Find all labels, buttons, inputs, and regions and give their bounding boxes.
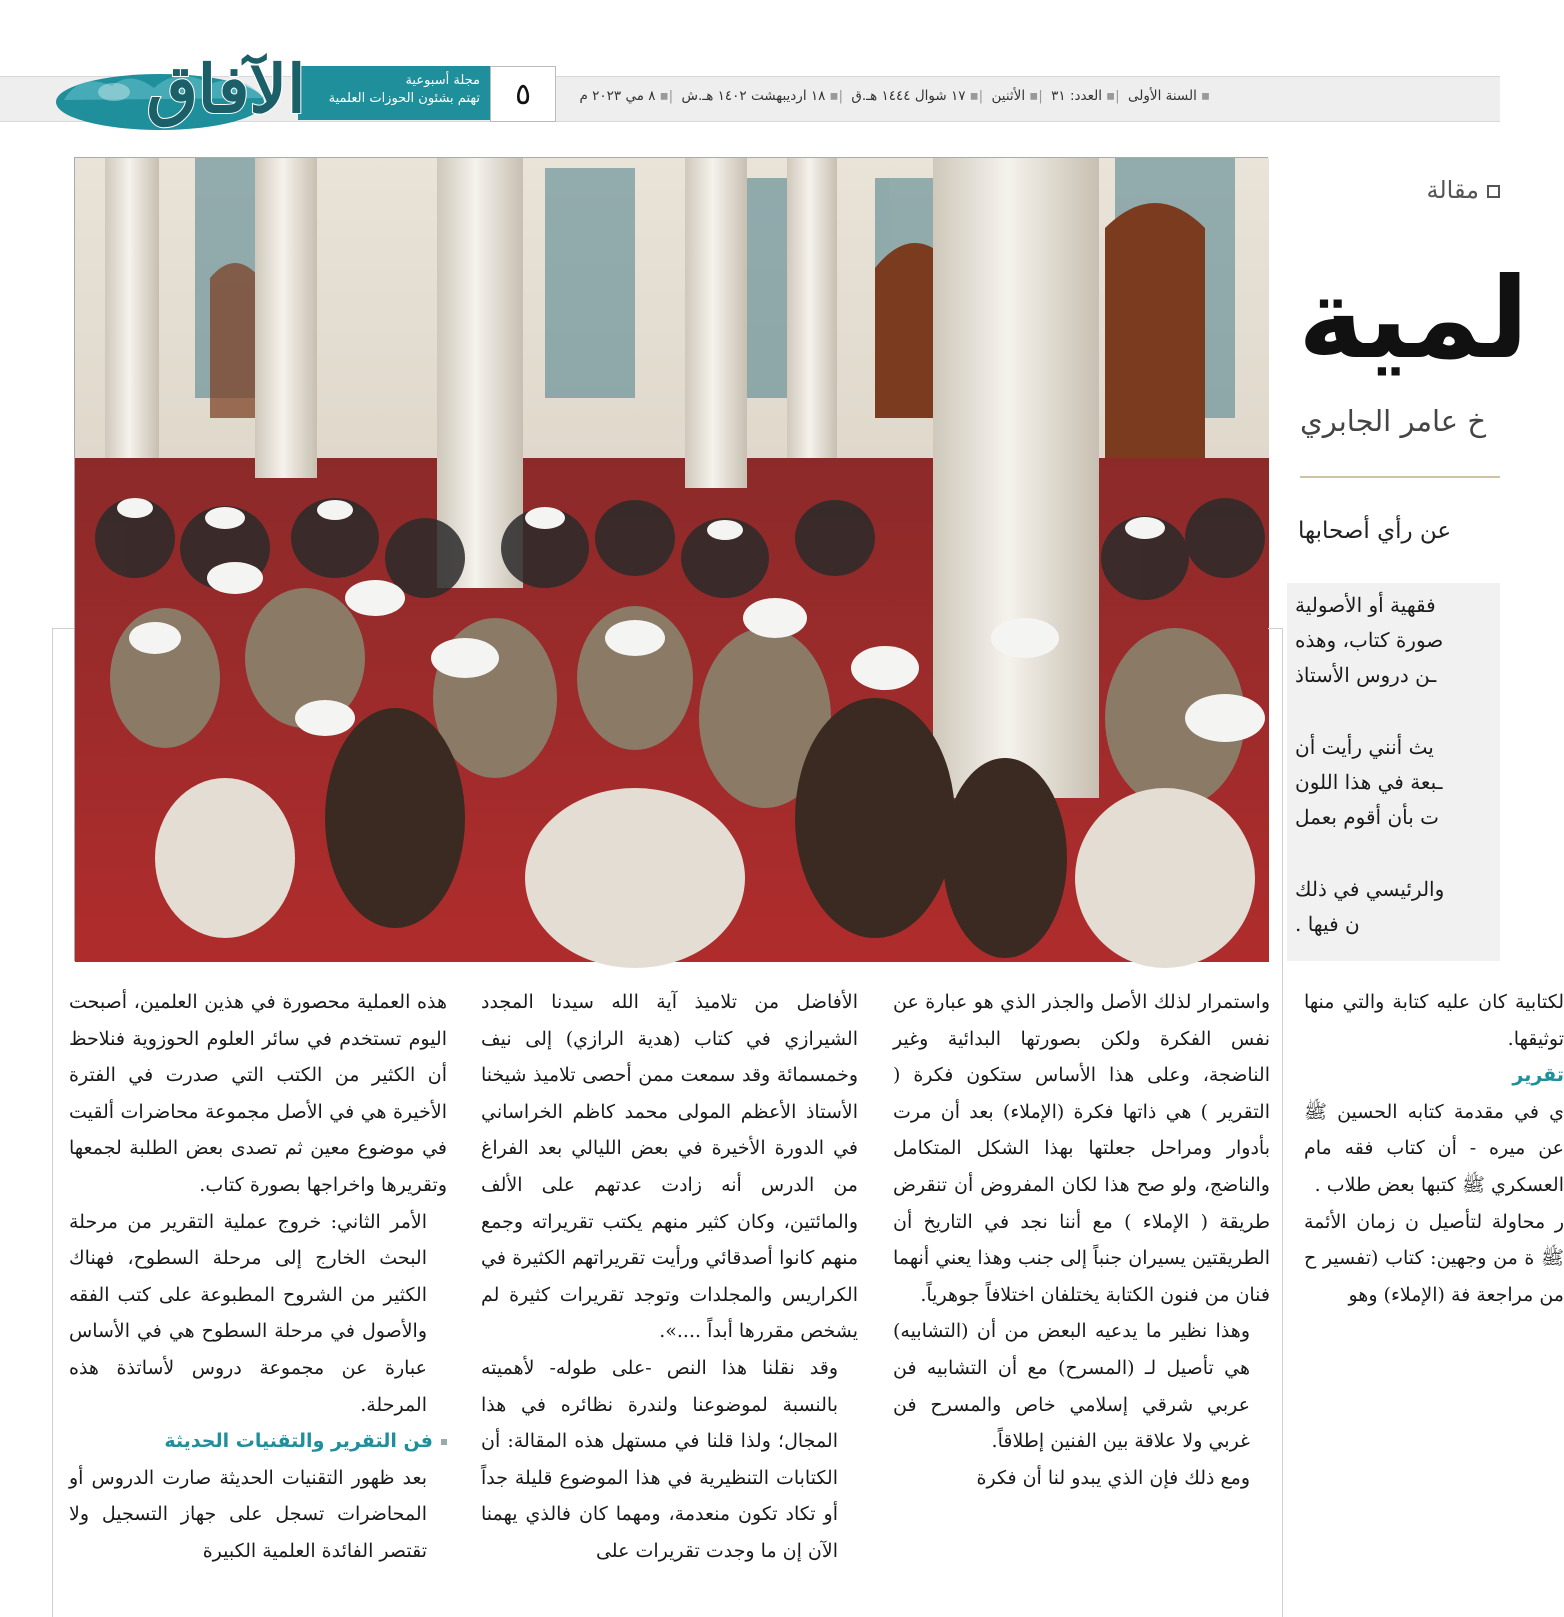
article-column-1 — [1304, 984, 1564, 1313]
paragraph: هذه العملية محصورة في هذين العلمين، أصبحت اليوم تستخدم في سائر العلوم الحوزوية فنلاحظ أن الكثير من الكتب التي صدرت في الفترة الأخيرة هي في الأصل مجموعة محاضرات ألقيت في موضوع معين ثم تصدى بعض الطلبة لجمعها وتقريرها واخراجها بصورة كتاب. — [69, 991, 447, 1196]
frame-line — [1268, 628, 1283, 629]
section-label — [1334, 176, 1500, 204]
issue-year: السنة الأولى — [1127, 88, 1197, 104]
paragraph: لكتابية كان عليه كتابة والتي منها توثيقها. — [1304, 991, 1564, 1050]
page-number: ٥ — [490, 66, 556, 122]
intro-line: يث أنني رأيت أن — [1295, 735, 1434, 759]
paragraph: وقد نقلنا هذا النص -على طوله- لأهميته بالنسبة لموضوعنا ولندرة نظائره في هذا المجال؛ ولذا قلنا في مستهل هذه المقالة: أن الكتابات التنظيرية في هذا الموضوع قليلة جداً أو تكاد تكون منعدمة، ومهما كان فالذي يهمنا الآن إن ما وجدت تقريرات على — [481, 1356, 838, 1562]
intro-line: ت بأن أقوم بعمل — [1295, 805, 1440, 829]
intro-box — [1287, 583, 1500, 961]
issue-day: الأثنين — [991, 88, 1026, 104]
hall-photo-illustration — [75, 158, 1269, 962]
issue-info: ▪السنة الأولى |▪العدد: ٣١ |▪الأثنين |▪١٧ شوال ١٤٤٤ هـ.ق |▪١٨ اردیبهشت ١٤٠٢ هـ.ش |▪٨ مي ٢٠٢٣ م — [579, 88, 1210, 104]
intro-line: ن فيها . — [1295, 912, 1360, 936]
article-column-3 — [481, 984, 858, 1570]
frame-line — [1282, 628, 1283, 1617]
section-label-text: مقالة — [1426, 176, 1479, 204]
intro-line: والرئيسي في ذلك — [1295, 877, 1445, 901]
article-column-4 — [69, 984, 447, 1570]
author-byline — [1300, 404, 1500, 444]
subheading: فن التقرير والتقنيات الحديثة — [69, 1423, 447, 1460]
paragraph: ي في مقدمة كتابه الحسين ﷺ عن ميره - أن كتاب فقه مام العسكري ﷺ كتبها بعض طلاب . — [1304, 1100, 1564, 1196]
magazine-logo — [50, 8, 310, 132]
headline-text: لمية — [1298, 254, 1529, 384]
issue-solar-date: ١٨ اردیبهشت ١٤٠٢ هـ.ش — [681, 88, 826, 104]
article-photo — [74, 157, 1268, 961]
paragraph: الأفاضل من تلاميذ آية الله سيدنا المجدد الشيرازي في كتاب (هدية الرازي) إلى نيف وخمسمائة وقد سمعت ممن أحصى تلاميذ شيخنا الأستاذ الأعظم المولى محمد كاظم الخراساني في الدورة الأخيرة في بعض الليالي بعد الفراغ من الدرس أنه زادت عدتهم على الألف والمائتين، وكان كثير منهم يكتب تقريراته وجمع منهم كانوا أصدقائي ورأيت تقريراتهم الكثيرة في الكراريس والمجلدات وتوجد تقريرات كثيرة لم يشخص مقررها أبداً ....». — [481, 991, 858, 1343]
square-bullet-icon — [441, 1439, 447, 1445]
tagline-line2: تهتم بشئون الحوزات العلمية — [328, 91, 480, 106]
tagline-box — [298, 66, 490, 120]
issue-hijri-date: ١٧ شوال ١٤٤٤ هـ.ق — [851, 88, 966, 104]
paragraph: ومع ذلك فإن الذي يبدو لنا أن فكرة — [976, 1466, 1250, 1489]
subheading: تقرير — [1512, 1064, 1564, 1087]
paragraph: ر محاولة لتأصيل ن زمان الأئمة ﷺ ة من وجهين: كتاب (تفسير ح من مراجعة فة (الإملاء) وهو — [1304, 1210, 1564, 1306]
logo-wordmark: الآفاق — [146, 50, 306, 128]
headline — [1298, 244, 1529, 394]
intro-line: ـن دروس الأستاذ — [1295, 663, 1437, 687]
author-name: خ عامر الجابري — [1300, 404, 1487, 438]
intro-line: صورة كتاب، وهذه — [1295, 628, 1444, 652]
square-bullet-icon — [1487, 185, 1500, 198]
paragraph: الأمر الثاني: خروج عملية التقرير من مرحلة البحث الخارج إلى مرحلة السطوح، فهناك الكثير من الشروح المطبوعة على كتب الفقه والأصول في مرحلة السطوح هي في الأساس عبارة عن مجموعة دروس لأساتذة هذه المرحلة. — [69, 1210, 427, 1416]
issue-gregorian-date: ٨ مي ٢٠٢٣ م — [579, 88, 656, 104]
article-column-2 — [893, 984, 1270, 1496]
subtitle-text: عن رأي أصحابها — [1298, 518, 1452, 544]
frame-line — [52, 628, 74, 629]
divider — [1300, 476, 1500, 478]
paragraph: بعد ظهور التقنيات الحديثة صارت الدروس أو المحاضرات تسجل على جهاز التسجيل ولا تقتصر الفائدة العلمية الكبيرة — [69, 1466, 427, 1562]
intro-line: فقهية أو الأصولية — [1295, 593, 1436, 617]
intro-line: ـبعة في هذا اللون — [1295, 770, 1443, 794]
paragraph: واستمرار لذلك الأصل والجذر الذي هو عبارة عن نفس الفكرة ولكن بصورتها البدائية وغير الناضجة، وعلى هذا الأساس ستكون فكرة ( التقرير ) هي ذاتها فكرة (الإملاء) بعد أن مرت بأدوار ومراحل جعلتها بهذا الشكل المتكامل والناضج، ولو صح هذا لكان المفروض أن تنقرض طريقة ( الإملاء ) مع أننا نجد في التاريخ أن الطريقتين يسيران جنباً إلى جنب وهذا يعني أنهما فنان من فنون الكتابة يختلفان اختلافاً جوهرياً. — [893, 991, 1270, 1306]
paragraph: وهذا نظير ما يدعيه البعض من أن (التشابيه) هي تأصيل لـ (المسرح) مع أن التشابيه فن عربي شرقي إسلامي خاص والمسرح فن غربي ولا علاقة بين الفنين إطلاقاً. — [893, 1320, 1250, 1453]
subtitle — [1298, 518, 1500, 558]
tagline-line1: مجلة أسبوعية — [405, 73, 480, 88]
frame-line — [52, 628, 53, 1617]
issue-number: العدد: ٣١ — [1051, 88, 1102, 104]
